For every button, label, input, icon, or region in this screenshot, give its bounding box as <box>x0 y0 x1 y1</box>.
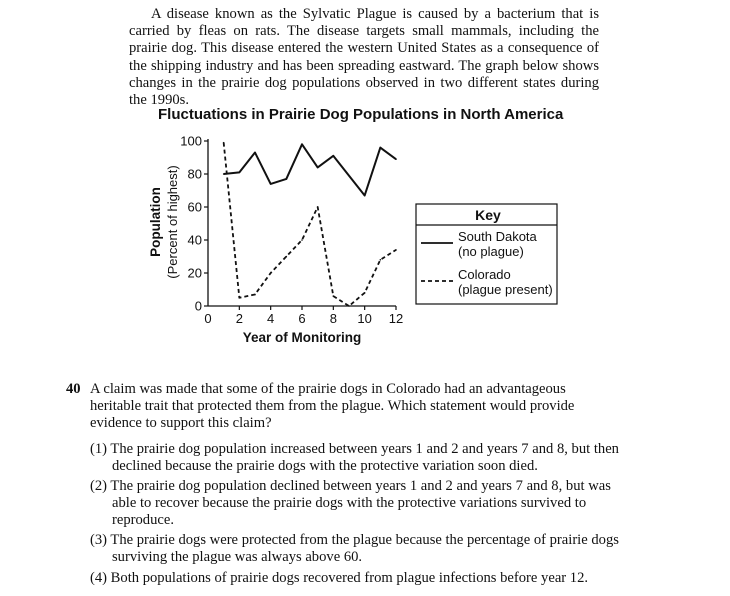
data-point-south-dakota <box>301 144 303 146</box>
x-tick-label: 8 <box>329 311 337 326</box>
y-axis-sublabel: (Percent of highest) <box>165 165 180 279</box>
data-point-colorado <box>301 239 303 241</box>
data-point-colorado <box>286 256 288 258</box>
y-tick-label: 60 <box>187 199 202 215</box>
answer-choice-3[interactable]: (3) The prairie dogs were protected from the plague because the percentage of prairie dogs surviving the plague was always above 60. <box>90 532 619 566</box>
series-line-colorado <box>224 143 396 306</box>
y-axis-label: Population <box>148 187 163 257</box>
question-40 <box>66 381 606 433</box>
x-tick-label: 0 <box>204 311 212 326</box>
legend-entry-name: South Dakota <box>458 229 537 244</box>
data-point-south-dakota <box>317 167 319 169</box>
data-point-south-dakota <box>333 155 335 157</box>
legend-entry-note: (no plague) <box>458 244 524 259</box>
legend-title: Key <box>475 207 501 223</box>
question-stem: A claim was made that some of the prairie dogs in Colorado had an advantageous heritable trait that protected them from the plague. Which statement would provide evidence to support this claim? <box>90 381 575 432</box>
y-tick-label: 40 <box>187 232 202 248</box>
data-point-colorado <box>395 249 397 251</box>
data-point-colorado <box>270 272 272 274</box>
legend-entry-name: Colorado <box>458 267 511 282</box>
data-point-south-dakota <box>395 158 397 160</box>
y-tick-label: 0 <box>194 298 202 314</box>
question-number: 40 <box>66 381 81 397</box>
x-tick-label: 10 <box>357 311 372 326</box>
x-axis-label: Year of Monitoring <box>242 330 362 345</box>
data-point-colorado <box>317 206 319 208</box>
data-point-south-dakota <box>254 152 256 154</box>
chart-title: Fluctuations in Prairie Dog Populations in North America <box>158 106 564 123</box>
legend-entry-note: (plague present) <box>458 282 553 297</box>
data-point-colorado <box>223 142 225 144</box>
y-tick-label: 80 <box>187 166 202 182</box>
x-tick-label: 12 <box>388 311 404 326</box>
x-tick-label: 2 <box>235 311 243 326</box>
data-point-south-dakota <box>380 147 382 149</box>
answer-choice-4[interactable]: (4) Both populations of prairie dogs recovered from plague infections before year 12. <box>90 570 589 586</box>
data-point-south-dakota <box>364 195 366 197</box>
data-point-colorado <box>348 305 350 307</box>
y-tick-label: 20 <box>187 265 202 281</box>
data-point-south-dakota <box>239 172 241 174</box>
passage-text: A disease known as the Sylvatic Plague is caused by a bacterium that is carried by fleas on rats. The disease targets small mammals, including the prairie dog. This disease entered the western United States as a consequence of the shipping industry and has been spreading eastward. The graph below shows changes in the prairie dog populations observed in two different states during the 1990s. <box>129 6 599 109</box>
answer-choice-1[interactable]: (1) The prairie dog population increased between years 1 and 2 and years 7 and 8, but then declined because the prairie dogs with the protective variation soon died. <box>90 441 619 475</box>
y-tick-label: 100 <box>180 133 202 149</box>
x-tick-label: 4 <box>267 311 275 326</box>
data-point-colorado <box>333 295 335 297</box>
data-point-colorado <box>254 294 256 296</box>
data-point-south-dakota <box>270 183 272 185</box>
data-point-colorado <box>239 297 241 299</box>
answer-choice-2[interactable]: (2) The prairie dog population declined between years 1 and 2 and years 7 and 8, but was able to recover because the prairie dogs with the protective variations survived to reproduce. <box>90 478 611 529</box>
data-point-south-dakota <box>223 173 225 175</box>
data-point-colorado <box>364 292 366 294</box>
series-line-south-dakota <box>224 144 396 195</box>
data-point-colorado <box>380 259 382 261</box>
x-tick-label: 6 <box>298 311 306 326</box>
data-point-south-dakota <box>286 178 288 180</box>
